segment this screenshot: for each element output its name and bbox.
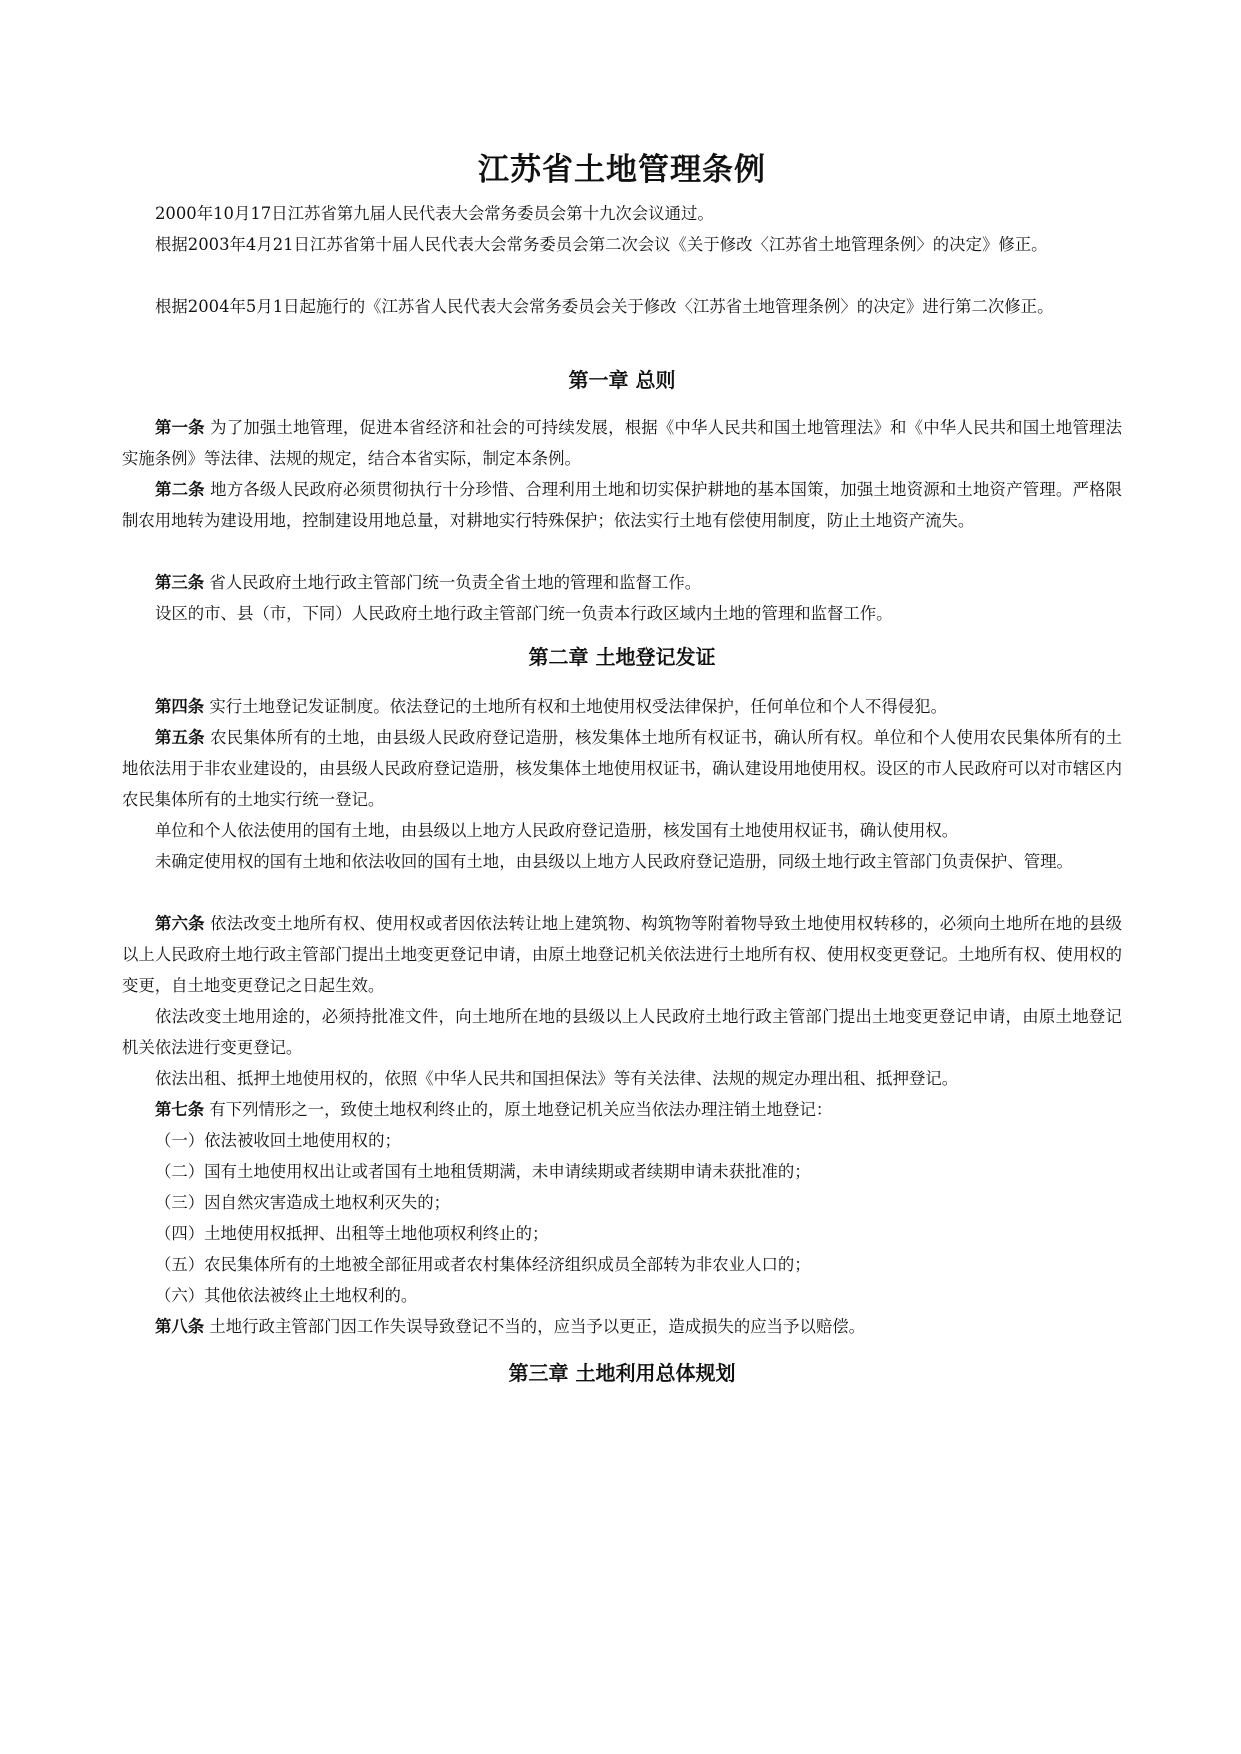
article-6-paragraph-3: 依法出租、抵押土地使用权的，依照《中华人民共和国担保法》等有关法律、法规的规定办理出租、抵押登记。 xyxy=(155,1069,959,1088)
article-2-text: 地方各级人民政府必须贯彻执行十分珍惜、合理利用土地和切实保护耕地的基本国策，加强土地资源和土地资产管理。严格限制农用地转为建设用地，控制建设用地总量，对耕地实行特殊保护；依法实行土地有偿使用制度，防止土地资产流失。 xyxy=(122,480,1122,530)
chapter-3-heading: 第三章 土地利用总体规划 xyxy=(508,1361,736,1385)
article-4-text: 实行土地登记发证制度。依法登记的土地所有权和土地使用权受法律保护，任何单位和个人不得侵犯。 xyxy=(209,697,947,716)
article-5 xyxy=(122,722,1122,815)
article-1 xyxy=(122,412,1122,474)
article-6-text: 依法改变土地所有权、使用权或者因依法转让地上建筑物、构筑物等附着物导致土地使用权转移的，必须向土地所在地的县级以上人民政府土地行政主管部门提出土地变更登记申请，由原土地登记机关依法进行土地所有权、使用权变更登记。土地所有权、使用权的变更，自土地变更登记之日起生效。 xyxy=(122,914,1122,995)
preamble-second-amendment: 根据2004年5月1日起施行的《江苏省人民代表大会常务委员会关于修改〈江苏省土地管理条例〉的决定》进行第二次修正。 xyxy=(155,297,1054,316)
article-7-item: （一）依法被收回土地使用权的； xyxy=(155,1131,401,1150)
article-7-item: （二）国有土地使用权出让或者国有土地租赁期满，未申请续期或者续期申请未获批准的； xyxy=(155,1162,811,1181)
article-4-label: 第四条 xyxy=(155,697,205,716)
preamble-passed: 2000年10月17日江苏省第九届人民代表大会常务委员会第十九次会议通过。 xyxy=(155,204,714,223)
chapter-1-heading: 第一章 总则 xyxy=(568,368,676,392)
document-title: 江苏省土地管理条例 xyxy=(478,152,766,188)
article-1-text: 为了加强土地管理，促进本省经济和社会的可持续发展，根据《中华人民共和国土地管理法》和《中华人民共和国土地管理法实施条例》等法律、法规的规定，结合本省实际，制定本条例。 xyxy=(122,418,1122,468)
article-3 xyxy=(122,567,1122,598)
article-7 xyxy=(122,1094,1122,1125)
chapter-2-heading: 第二章 土地登记发证 xyxy=(528,645,716,669)
article-2 xyxy=(122,474,1122,536)
article-7-item: （四）土地使用权抵押、出租等土地他项权利终止的； xyxy=(155,1224,549,1243)
article-4 xyxy=(122,691,1122,722)
article-8 xyxy=(122,1311,1122,1342)
article-1-label: 第一条 xyxy=(155,418,205,437)
article-7-label: 第七条 xyxy=(155,1100,205,1119)
article-5-text: 农民集体所有的土地，由县级人民政府登记造册，核发集体土地所有权证书，确认所有权。单位和个人使用农民集体所有的土地依法用于非农业建设的，由县级人民政府登记造册，核发集体土地使用权证书，确认建设用地使用权。设区的市人民政府可以对市辖区内农民集体所有的土地实行统一登记。 xyxy=(122,728,1122,809)
article-5-paragraph-3: 未确定使用权的国有土地和依法收回的国有土地，由县级以上地方人民政府登记造册，同级土地行政主管部门负责保护、管理。 xyxy=(155,852,1073,871)
article-6 xyxy=(122,908,1122,1001)
article-5-label: 第五条 xyxy=(155,728,205,747)
article-7-text: 有下列情形之一，致使土地权利终止的，原土地登记机关应当依法办理注销土地登记： xyxy=(209,1100,833,1119)
article-7-item: （五）农民集体所有的土地被全部征用或者农村集体经济组织成员全部转为非农业人口的； xyxy=(155,1255,811,1274)
article-6-label: 第六条 xyxy=(155,914,205,933)
article-3-label: 第三条 xyxy=(155,573,205,592)
article-5-paragraph-2: 单位和个人依法使用的国有土地，由县级以上地方人民政府登记造册，核发国有土地使用权证书，确认使用权。 xyxy=(155,821,959,840)
article-3-paragraph-2: 设区的市、县（市，下同）人民政府土地行政主管部门统一负责本行政区域内土地的管理和监督工作。 xyxy=(155,604,893,623)
article-2-label: 第二条 xyxy=(155,480,205,499)
article-7-item: （六）其他依法被终止土地权利的。 xyxy=(155,1286,418,1305)
article-3-text: 省人民政府土地行政主管部门统一负责全省土地的管理和监督工作。 xyxy=(209,573,702,592)
article-7-item: （三）因自然灾害造成土地权利灭失的； xyxy=(155,1193,451,1212)
preamble-first-amendment: 根据2003年4月21日江苏省第十届人民代表大会常务委员会第二次会议《关于修改〈江苏省土地管理条例〉的决定》修正。 xyxy=(155,235,1048,254)
article-8-label: 第八条 xyxy=(155,1317,205,1336)
article-6-paragraph-2: 依法改变土地用途的，必须持批准文件，向土地所在地的县级以上人民政府土地行政主管部门提出土地变更登记申请，由原土地登记机关依法进行变更登记。 xyxy=(122,1007,1122,1057)
article-8-text: 土地行政主管部门因工作失误导致登记不当的，应当予以更正，造成损失的应当予以赔偿。 xyxy=(209,1317,866,1336)
